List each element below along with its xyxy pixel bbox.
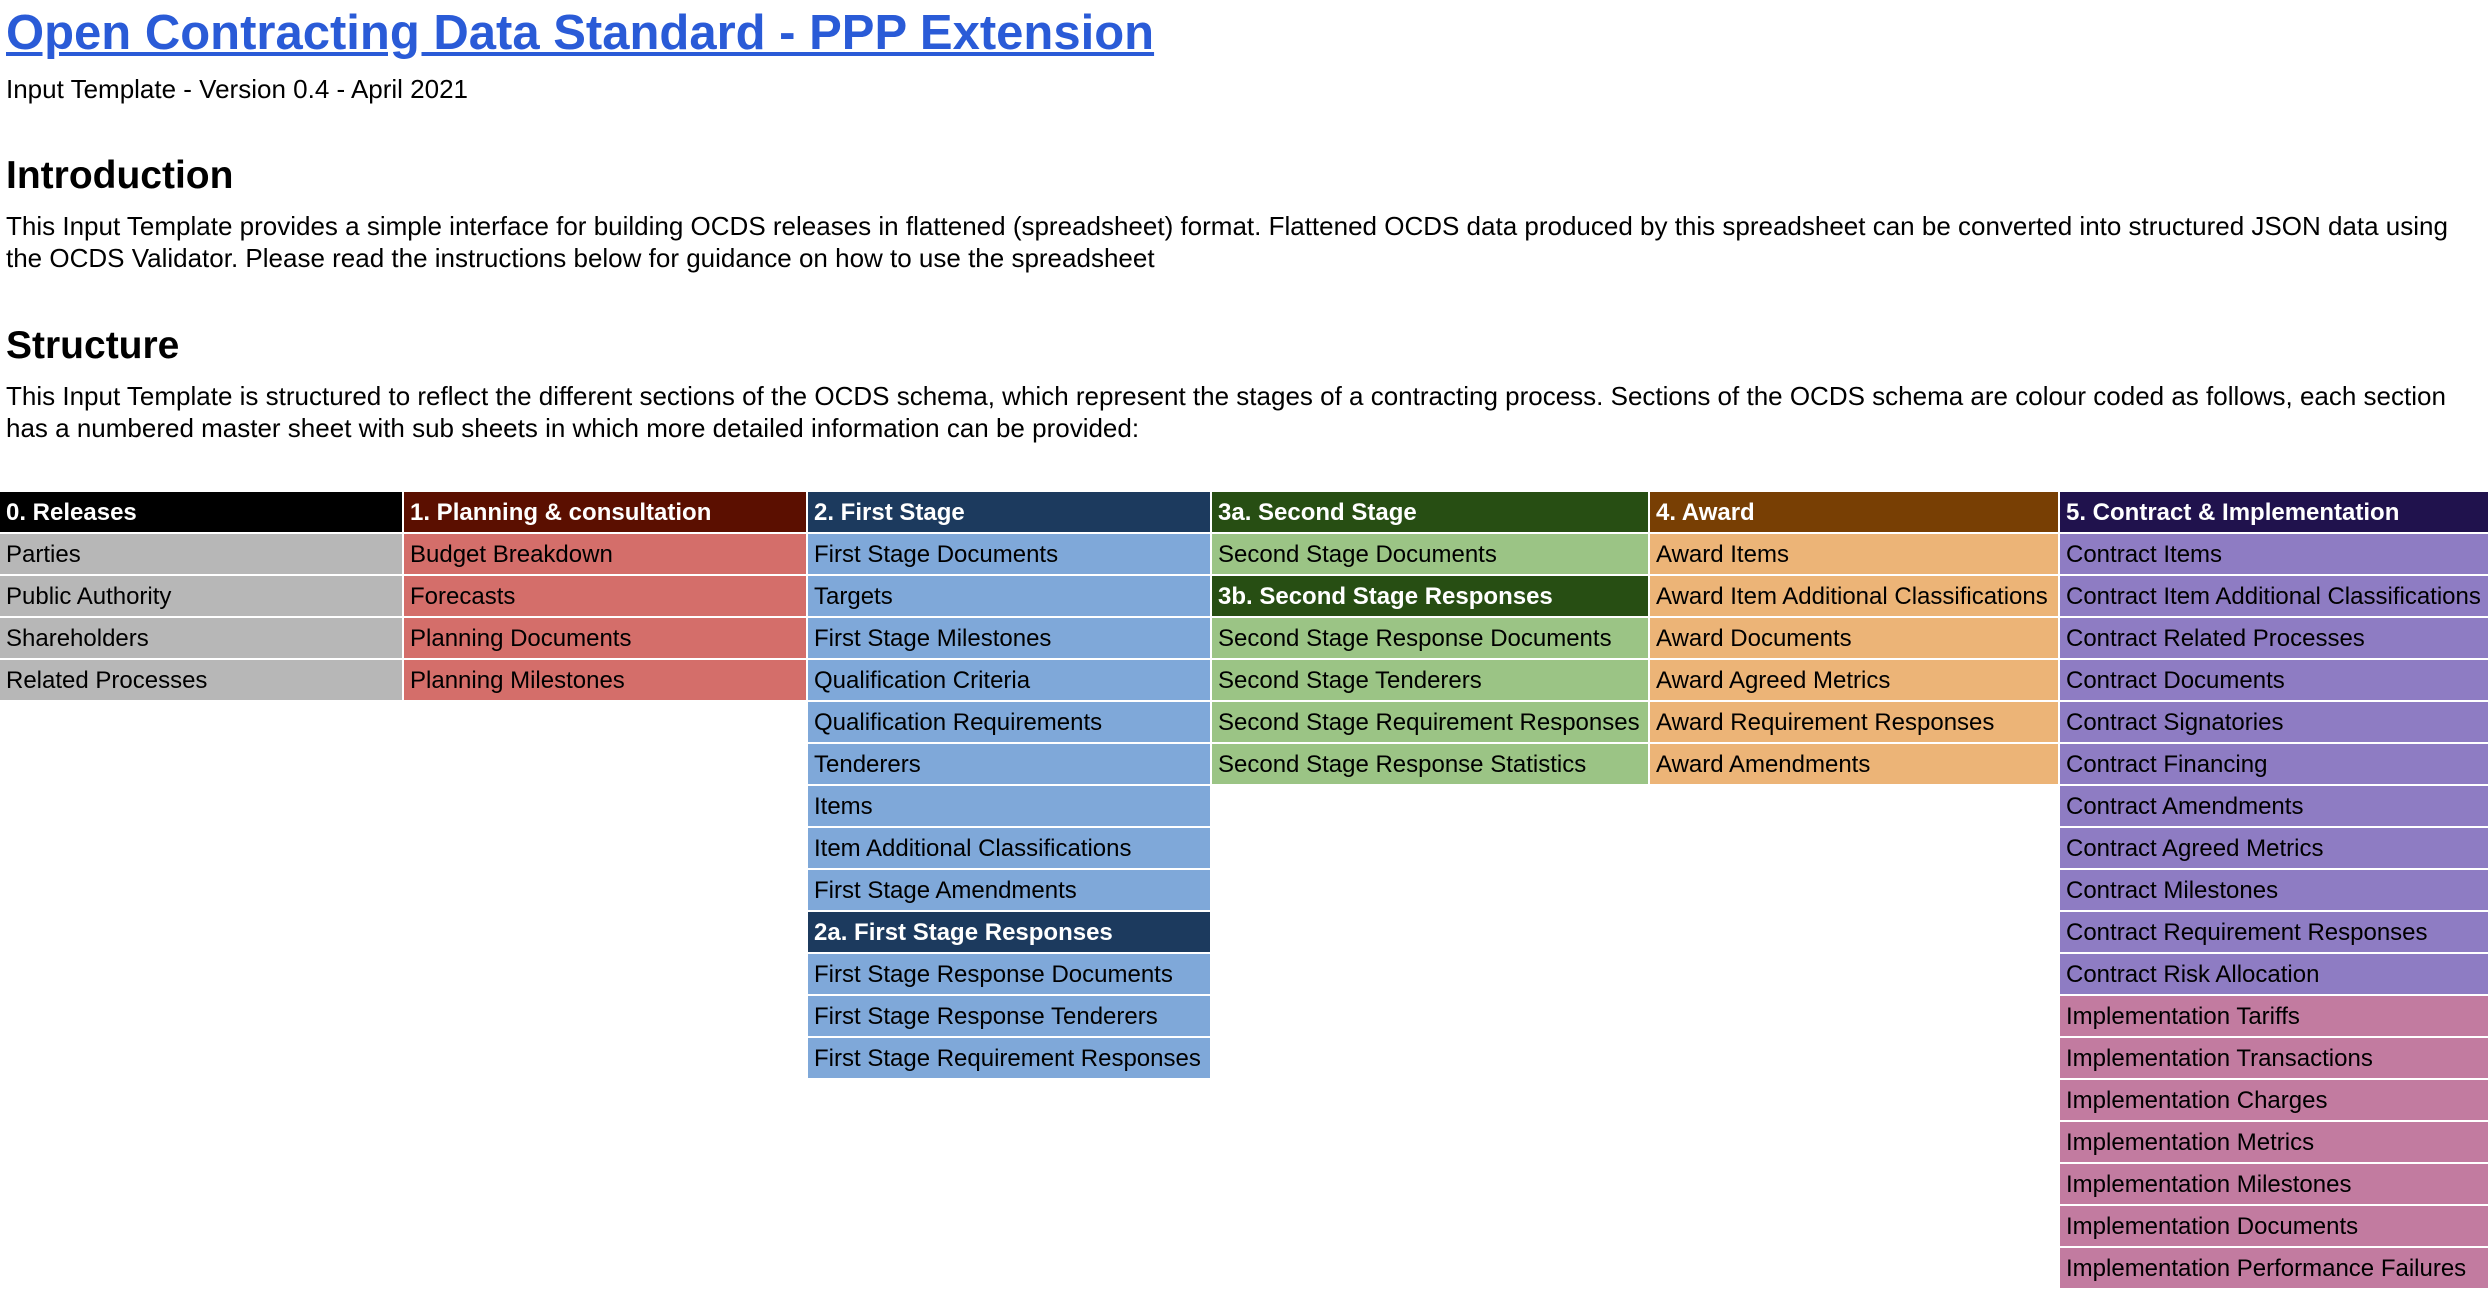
section-header[interactable]: 0. Releases — [0, 492, 404, 534]
introduction-text: This Input Template provides a simple interface for building OCDS releases in flattened (spreadsheet) format. Flattened OCDS data produced by this spreadsheet can be converted into structured JSON data using the OCDS Validator. Please read the instructions below for guidance on how to use the spreadsheet — [6, 211, 2448, 273]
sheet-item[interactable]: First Stage Milestones — [808, 618, 1212, 660]
sheet-item[interactable]: Qualification Requirements — [808, 702, 1212, 744]
sheet-item[interactable]: Tenderers — [808, 744, 1212, 786]
sheet-item[interactable]: Shareholders — [0, 618, 404, 660]
sheet-item[interactable]: First Stage Documents — [808, 534, 1212, 576]
section-header[interactable]: 3a. Second Stage — [1212, 492, 1650, 534]
sheet-item[interactable]: Implementation Performance Failures — [2060, 1248, 2490, 1290]
sheet-item[interactable]: Implementation Tariffs — [2060, 996, 2490, 1038]
sheet-item[interactable]: Related Processes — [0, 660, 404, 702]
sheet-item[interactable]: Second Stage Requirement Responses — [1212, 702, 1650, 744]
sheet-item[interactable]: First Stage Amendments — [808, 870, 1212, 912]
sheet-item[interactable]: Implementation Milestones — [2060, 1164, 2490, 1206]
sheet-item[interactable]: Planning Milestones — [404, 660, 808, 702]
sheet-item[interactable]: Item Additional Classifications — [808, 828, 1212, 870]
section-subheader[interactable]: 3b. Second Stage Responses — [1212, 576, 1650, 618]
sheet-item[interactable]: Award Requirement Responses — [1650, 702, 2060, 744]
section-column-contract — [2060, 492, 2490, 1290]
sheet-item[interactable]: Items — [808, 786, 1212, 828]
structure-text: This Input Template is structured to reflect the different sections of the OCDS schema, which represent the stages of a contracting process. Sections of the OCDS schema are colour coded as follows, each section has a numbered master sheet with sub sheets in which more detailed information can be provided: — [6, 381, 2446, 443]
sheet-item[interactable]: Budget Breakdown — [404, 534, 808, 576]
sheet-item[interactable]: Award Item Additional Classifications — [1650, 576, 2060, 618]
section-header[interactable]: 1. Planning & consultation — [404, 492, 808, 534]
sheet-item[interactable]: Implementation Charges — [2060, 1080, 2490, 1122]
section-column-award — [1650, 492, 2060, 786]
sheet-item[interactable]: First Stage Requirement Responses — [808, 1038, 1212, 1080]
sheet-item[interactable]: Second Stage Response Statistics — [1212, 744, 1650, 786]
section-column-planning — [404, 492, 808, 702]
sheet-item[interactable]: Contract Related Processes — [2060, 618, 2490, 660]
sheet-item[interactable]: Forecasts — [404, 576, 808, 618]
sheet-item[interactable]: Qualification Criteria — [808, 660, 1212, 702]
structure-heading: Structure — [6, 324, 180, 367]
sheet-item[interactable]: First Stage Response Tenderers — [808, 996, 1212, 1038]
section-subheader[interactable]: 2a. First Stage Responses — [808, 912, 1212, 954]
sheet-item[interactable]: Contract Signatories — [2060, 702, 2490, 744]
section-column-second-stage — [1212, 492, 1650, 786]
page-title-link[interactable]: Open Contracting Data Standard - PPP Extension — [6, 6, 1155, 60]
sheet-item[interactable]: Contract Items — [2060, 534, 2490, 576]
sheet-item[interactable]: Award Amendments — [1650, 744, 2060, 786]
sheet-item[interactable]: Contract Item Additional Classifications — [2060, 576, 2490, 618]
section-header[interactable]: 2. First Stage — [808, 492, 1212, 534]
sheet-item[interactable]: Contract Risk Allocation — [2060, 954, 2490, 996]
sheet-item[interactable]: Second Stage Tenderers — [1212, 660, 1650, 702]
sheet-item[interactable]: Planning Documents — [404, 618, 808, 660]
sheet-item[interactable]: Implementation Metrics — [2060, 1122, 2490, 1164]
version-subtitle: Input Template - Version 0.4 - April 2021 — [6, 74, 469, 104]
sheet-item[interactable]: Parties — [0, 534, 404, 576]
sheet-item[interactable]: Contract Financing — [2060, 744, 2490, 786]
sheet-item[interactable]: Second Stage Response Documents — [1212, 618, 1650, 660]
sheet-item[interactable]: Targets — [808, 576, 1212, 618]
section-header[interactable]: 5. Contract & Implementation — [2060, 492, 2490, 534]
section-column-first-stage — [808, 492, 1212, 1080]
sheet-item[interactable]: Contract Milestones — [2060, 870, 2490, 912]
sheet-item[interactable]: Award Items — [1650, 534, 2060, 576]
sheet-item[interactable]: Contract Agreed Metrics — [2060, 828, 2490, 870]
sheet-item[interactable]: Contract Requirement Responses — [2060, 912, 2490, 954]
sheet-item[interactable]: Contract Amendments — [2060, 786, 2490, 828]
sheet-item[interactable]: Public Authority — [0, 576, 404, 618]
sheet-item[interactable]: Second Stage Documents — [1212, 534, 1650, 576]
introduction-heading: Introduction — [6, 154, 234, 197]
sheet-item[interactable]: Award Agreed Metrics — [1650, 660, 2060, 702]
sheet-item[interactable]: Award Documents — [1650, 618, 2060, 660]
sheet-item[interactable]: Implementation Documents — [2060, 1206, 2490, 1248]
sheet-item[interactable]: Implementation Transactions — [2060, 1038, 2490, 1080]
section-column-releases — [0, 492, 404, 702]
sheet-item[interactable]: Contract Documents — [2060, 660, 2490, 702]
sheet-item[interactable]: First Stage Response Documents — [808, 954, 1212, 996]
section-header[interactable]: 4. Award — [1650, 492, 2060, 534]
